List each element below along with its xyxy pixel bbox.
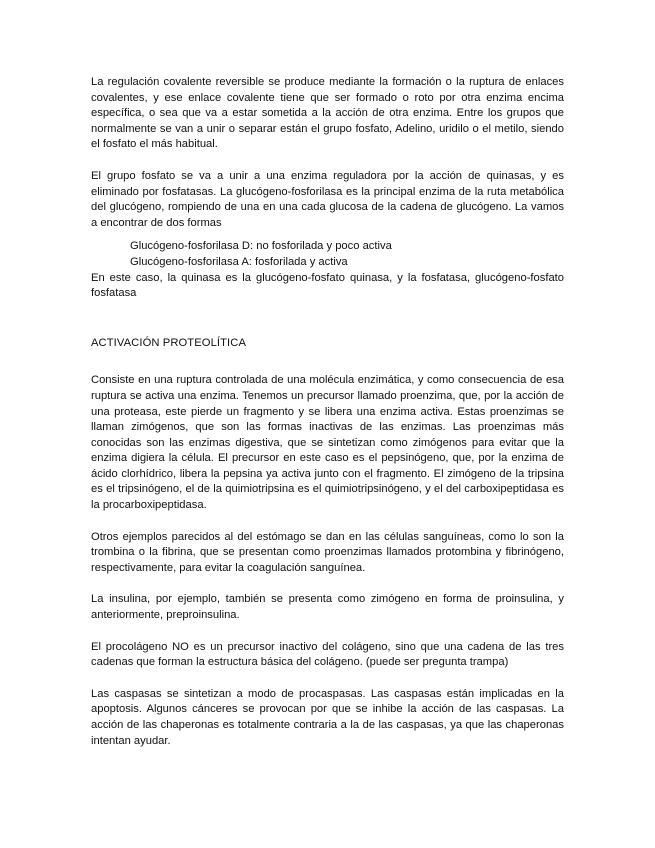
paragraph-blood-examples: Otros ejemplos parecidos al del estómago se dan en las células sanguíneas, como lo son la trombina o la fibrina, que se presentan como proenzimas llamados protombina y fibrinógeno, respectivamente, para evitar la coagulación sanguínea. — [91, 530, 564, 574]
paragraph-covalent-regulation: La regulación covalente reversible se produce mediante la formación o la ruptura de enlaces covalentes, y ese enlace covalente tiene que ser formado o roto por otra enzima encima específica, o sea que va a estar sometida a la acción de otra enzima. Entre los grupos que normalmente se van a unir o separar están el grupo fosfato, Adelino, uridilo o el metilo, siendo el fosfato el más habitual. — [91, 76, 564, 151]
list-item: Glucógeno-fosforilasa A: fosforilada y activa — [130, 255, 348, 268]
paragraph-insulin: La insulina, por ejemplo, también se presenta como zimógeno en forma de proinsulina, y anteriormente, preproinsulina. — [91, 593, 564, 622]
paragraph-caspases: Las caspasas se sintetizan a modo de procaspasas. Las caspasas están implicadas en la apoptosis. Algunos cánceres se provocan por que se inhibe la acción de las caspasas. La acción de las chaperonas es totalmente contraria a la de las caspasas, ya que las chaperonas intentan ayudar. — [91, 687, 564, 747]
paragraph-procollagen: El procolágeno NO es un precursor inactivo del colágeno, sino que una cadena de las tres cadenas que forman la estructura básica del colágeno. (puede ser pregunta trampa) — [91, 640, 564, 669]
paragraph-proteolytic-activation: Consiste en una ruptura controlada de una molécula enzimática, y como consecuencia de esa ruptura se activa una enzima. Tenemos un precursor llamado proenzima, que, por la acción de una proteasa, este pierde un fragmento y se libera una enzima activa. Estas proenzimas se llaman zimógenos, que son las formas inactivas de las enzimas. Las proenzimas más conocidas son las enzimas digestiva, que se sintetizan como zimógenos para evitar que la enzima digiera la célula. El precursor en este caso es el pepsinógeno, que, por la enzima de ácido clorhídrico, libera la pepsina ya activa junto con el fragmento. El zimógeno de la tripsina es el tripsinógeno, el de la quimiotripsina es el quimiotripsinógeno, y el del carboxipeptidasa es la procarboxipeptidasa. — [91, 374, 564, 512]
phosphorylase-forms-list — [91, 239, 564, 270]
list-item: Glucógeno-fosforilasa D: no fosforilada y poco activa — [130, 240, 392, 253]
paragraph-phosphate-group: El grupo fosfato se va a unir a una enzima reguladora por la acción de quinasas, y es eliminado por fosfatasas. La glucógeno-fosforilasa es la principal enzima de la ruta metabólica del glucógeno, rompiendo de una en una cada glucosa de la cadena de glucógeno. La vamos a encontrar de dos formas — [91, 169, 564, 229]
section-heading: ACTIVACIÓN PROTEOLÍTICA — [91, 336, 247, 349]
document-body — [91, 75, 564, 765]
paragraph-kinase-phosphatase: En este caso, la quinasa es la glucógeno-fosfato quinasa, y la fosfatasa, glucógeno-fosfato fosfatasa — [91, 271, 564, 300]
